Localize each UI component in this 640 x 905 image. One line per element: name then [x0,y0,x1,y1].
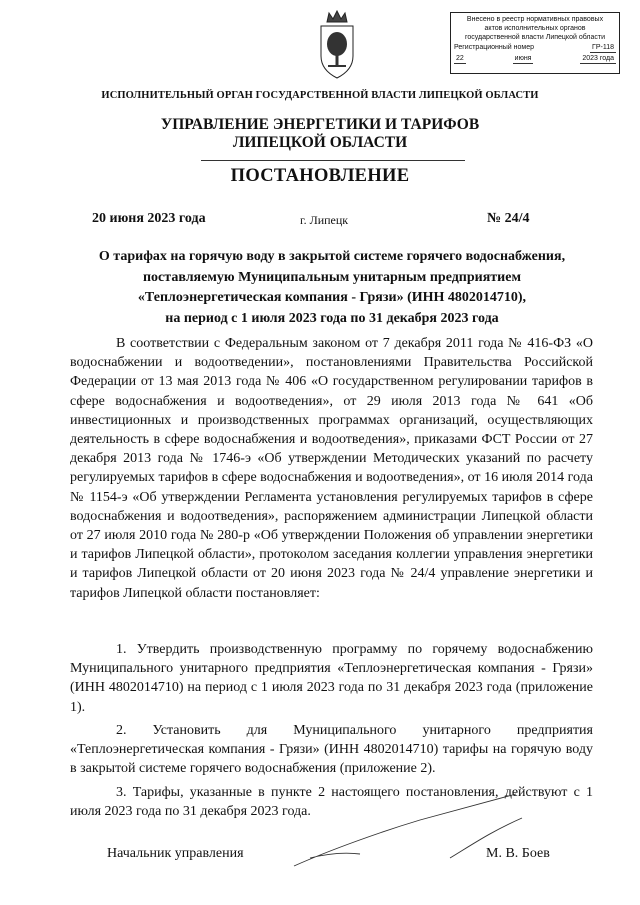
authority-line: УПРАВЛЕНИЕ ЭНЕРГЕТИКИ И ТАРИФОВ [160,116,480,133]
title-line: поставляемую Муниципальным унитарным предприятием [142,269,521,285]
resolution-item-3: 3. Тарифы, указанные в пункте 2 настоящего постановления, действуют с 1 июля 2023 года по 31 декабря 2023 года. [70,785,593,820]
authority-name [0,116,640,152]
stamp-line: Внесено в реестр нормативных правовых [466,16,604,23]
stamp-month: июня [514,55,532,62]
document-date: 20 июня 2023 года [92,211,206,226]
registration-stamp [450,12,620,74]
document-title [70,247,594,329]
authority-line: ЛИПЕЦКОЙ ОБЛАСТИ [232,134,408,151]
stamp-line: актов исполнительных органов [484,25,586,32]
title-line: на период с 1 июля 2023 года по 31 декабря 2023 года [165,310,499,326]
signatory-name: М. В. Боев [486,846,550,861]
stamp-reg-label: Регистрационный номер [454,44,534,51]
stamp-reg-number: ГР-118 [592,44,614,51]
preamble-paragraph: В соответствии с Федеральным законом от 7 декабря 2011 года № 416-ФЗ «О водоснабжении и водоотведении», постановлениями Правительства Российской Федерации от 13 мая 2013 года № 406 «О государственном регулировании тарифов в сфере водоснабжения и водоотведения», от 29 июля 2013 года № 641 «Об инвестиционных и производственных программах организаций, осуществляющих деятельность в сфере водоснабжения и водоотведения», приказами ФСТ России от 27 декабря 2013 года № 1746-э «Об утверждении Методических указаний по расчету регулируемых тарифов в сфере водоснабжения и водоотведения», от 16 июля 2014 года № 1154-э «Об утверждении Регламента установления регулируемых тарифов в сфере водоснабжения и водоотведения», распоряжением администрации Липецкой области от 27 июля 2010 года № 280-р «Об утверждении Положения об управлении энергетики и тарифов Липецкой области», протоколом заседания коллегии управления энергетики и тарифов Липецкой области от 20 июня 2023 года № 24/4 управление энергетики и тарифов Липецкой области постановляет: [70,336,593,601]
document-number: № 24/4 [487,211,530,226]
issuing-organization: ИСПОЛНИТЕЛЬНЫЙ ОРГАН ГОСУДАРСТВЕННОЙ ВЛАСТИ ЛИПЕЦКОЙ ОБЛАСТИ [101,90,539,101]
title-line: «Теплоэнергетическая компания - Грязи» (ИНН 4802014710), [137,290,527,305]
document-type: ПОСТАНОВЛЕНИЕ [230,166,410,186]
signatory-title: Начальник управления [107,846,244,861]
resolution-item-2: 2. Установить для Муниципального унитарного предприятия «Теплоэнергетическая компания - Грязи» (ИНН 4802014710) тарифы на горячую воду в закрытой системе горячего водоснабжения (приложение 2). [70,723,593,777]
stamp-year: 2023 года [582,55,614,62]
stamp-line: государственной власти Липецкой области [464,34,605,41]
title-line: О тарифах на горячую воду в закрытой системе горячего водоснабжения, [98,249,566,264]
stamp-day: 22 [456,55,464,62]
resolution-item-1: 1. Утвердить производственную программу по горячему водоснабжению Муниципального унитарного предприятия «Теплоэнергетическая компания - Грязи» (ИНН 4802014710) на период с 1 июля 2023 года по 31 декабря 2023 года (приложение 1). [70,642,593,715]
document-city: г. Липецк [300,213,349,227]
header-divider [201,160,465,161]
coat-of-arms-icon [313,8,361,82]
